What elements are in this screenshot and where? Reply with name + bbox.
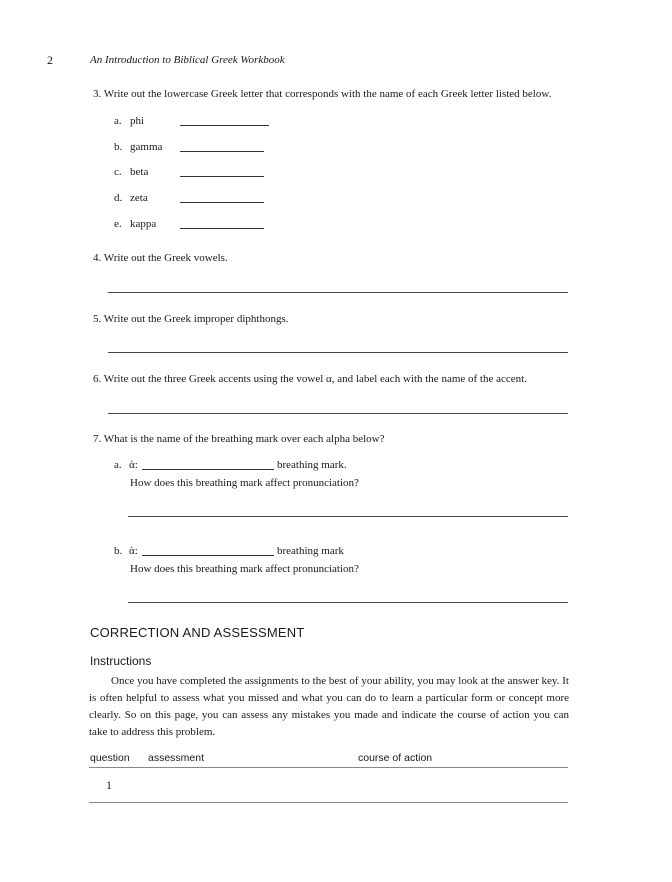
column-header-assessment: assessment bbox=[148, 752, 205, 764]
breathing-mark-label: breathing mark bbox=[277, 545, 344, 557]
answer-line[interactable] bbox=[108, 352, 568, 353]
header-rule bbox=[89, 767, 568, 768]
item-letter: a. bbox=[114, 115, 122, 127]
breathing-name-blank[interactable] bbox=[142, 469, 274, 470]
answer-blank[interactable] bbox=[180, 176, 264, 177]
answer-line[interactable] bbox=[128, 602, 568, 603]
column-header-course-of-action: course of action bbox=[358, 752, 433, 764]
item-letter: e. bbox=[114, 218, 122, 230]
row-rule bbox=[89, 802, 568, 803]
alpha-with-breathing: ἀ: bbox=[129, 459, 138, 471]
answer-line[interactable] bbox=[108, 292, 568, 293]
page-number: 2 bbox=[47, 53, 53, 67]
item-letter: d. bbox=[114, 192, 123, 204]
question-4-text: 4. Write out the Greek vowels. bbox=[93, 252, 228, 264]
item-word: gamma bbox=[130, 141, 163, 153]
answer-blank[interactable] bbox=[180, 125, 269, 126]
item-letter: b. bbox=[114, 545, 123, 557]
item-letter: c. bbox=[114, 166, 122, 178]
item-word: beta bbox=[130, 166, 149, 178]
breathing-name-blank[interactable] bbox=[142, 555, 274, 556]
section-heading: CORRECTION AND ASSESSMENT bbox=[90, 625, 305, 640]
running-title: An Introduction to Biblical Greek Workbook bbox=[90, 54, 285, 66]
answer-line[interactable] bbox=[128, 516, 568, 517]
answer-blank[interactable] bbox=[180, 202, 264, 203]
item-word: phi bbox=[130, 115, 145, 127]
item-letter: a. bbox=[114, 459, 122, 471]
followup-question: How does this breathing mark affect pronunciation? bbox=[130, 477, 359, 489]
followup-question: How does this breathing mark affect pronunciation? bbox=[130, 563, 359, 575]
breathing-mark-label: breathing mark. bbox=[277, 459, 347, 471]
item-word: zeta bbox=[130, 192, 148, 204]
question-5-text: 5. Write out the Greek improper diphthongs. bbox=[93, 313, 289, 325]
instructions-heading: Instructions bbox=[90, 654, 152, 668]
instructions-paragraph bbox=[89, 673, 569, 741]
alpha-with-breathing: ἁ: bbox=[129, 545, 138, 557]
instructions-text: Once you have completed the assignments to the best of your ability, you may look at the answer key. It is often helpful to assess what you missed and what you can do to learn a particular form or concept more clearly. So on this page, you can assess any mistakes you made and indicate the course of action you can take to address this problem. bbox=[89, 675, 569, 738]
answer-line[interactable] bbox=[108, 413, 568, 414]
question-3-text: 3. Write out the lowercase Greek letter that corresponds with the name of each Greek letter listed below. bbox=[93, 88, 552, 100]
item-letter: b. bbox=[114, 141, 123, 153]
question-7-text: 7. What is the name of the breathing mark over each alpha below? bbox=[93, 433, 385, 445]
answer-blank[interactable] bbox=[180, 228, 264, 229]
answer-blank[interactable] bbox=[180, 151, 264, 152]
item-word: kappa bbox=[130, 218, 157, 230]
question-6-text: 6. Write out the three Greek accents using the vowel α, and label each with the name of the accent. bbox=[93, 373, 527, 385]
column-header-question: question bbox=[90, 752, 130, 764]
row-question-number: 1 bbox=[106, 778, 112, 792]
